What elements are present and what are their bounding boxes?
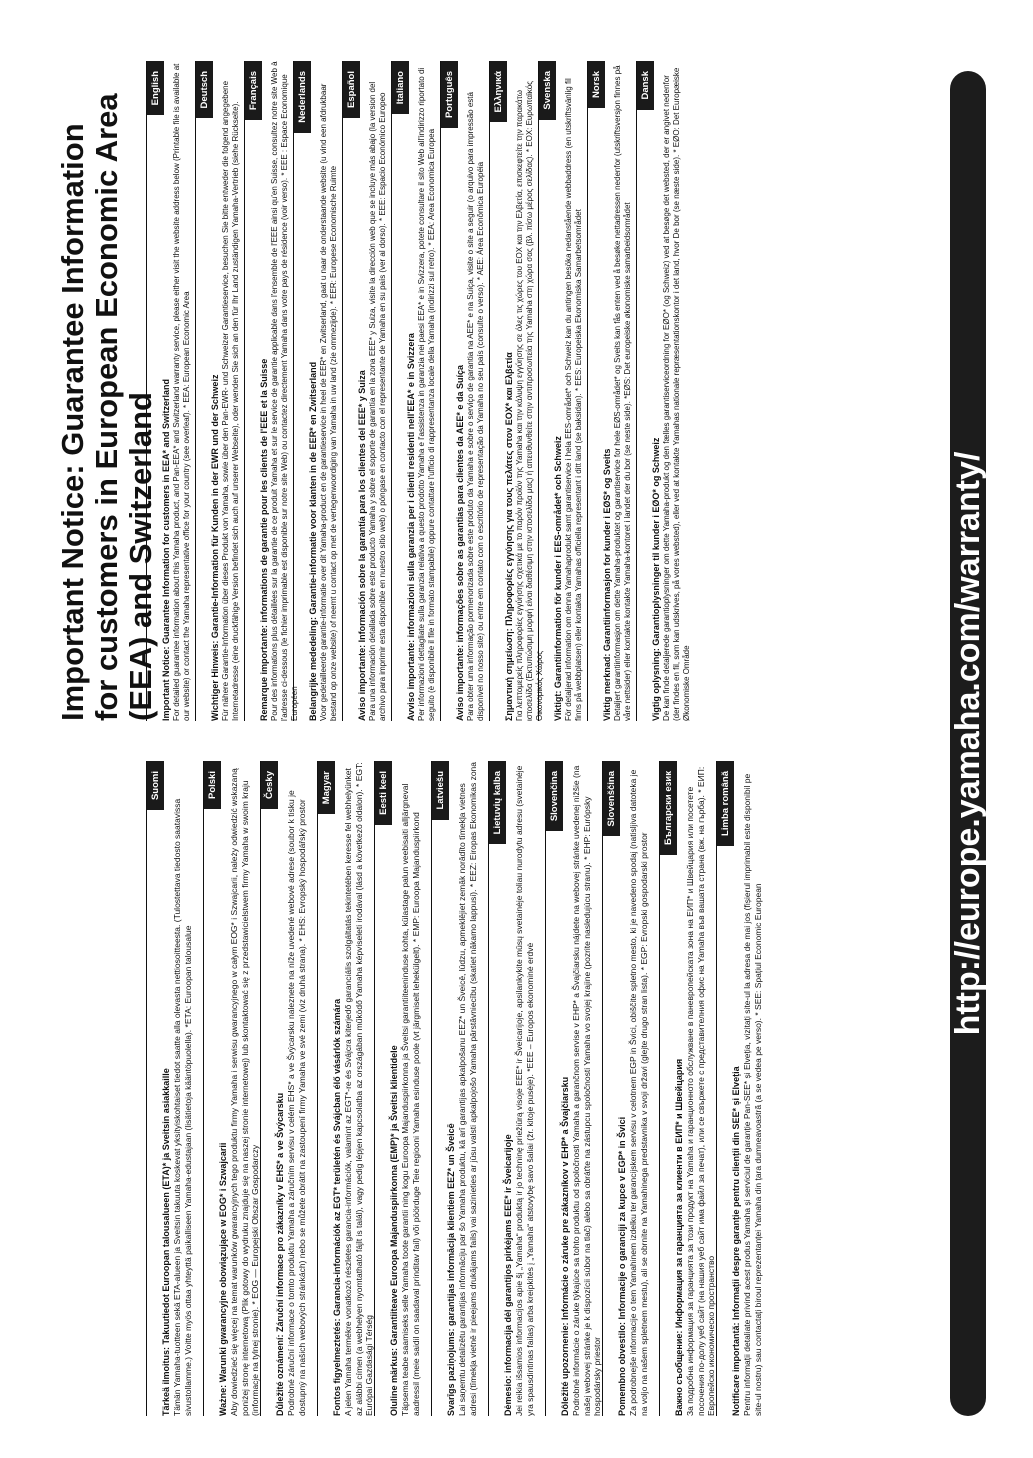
language-section: [317, 761, 374, 1416]
section-heading: Aviso importante: informações sobre as garantias para clientes da AEE* e da Suíça: [455, 365, 465, 721]
section-heading: Avviso importante: informazioni sulla garanzia per i clienti residenti nell'EEA* e in Svizzera: [406, 333, 416, 721]
language-label: Eesti keel: [375, 761, 392, 825]
section-body: Täpsema teabe saamiseks selle Yamaha toote garantii ning kogu Euroopa Majanduspiirkonna ja Šveitsi garantiiteeninduse kohta, külastage palun veebisaiti alljärgneval aadressil (meie saidil on saadaval prinditav fail) või pöörduge Teie regiooni Yamaha esinduse poole (vt järgmiselt lehekülgelt). * EMP: Euroopa Majanduspiirkond: [400, 783, 421, 1416]
section-heading: Wichtiger Hinweis: Garantie-Information für Kunden in der EWR und der Schweiz: [210, 374, 220, 721]
section-heading: Důležité oznámení: Záruční informace pro zákazníky v EHS* a ve Švýcarsku: [275, 1092, 285, 1416]
section-body: Za podrobnejše informacije o tem Yamahinem izdelku ter garancijskem servisu v celotnem EGP in Švici, obiščite spletno mesto, ki je navedeno spodaj (natisljiva datoteka je na voljo na našem spletnem mestu), ali se obrnite na Yamahinega predstavnika v svoji državi (glejte drugo stran lista). * EGP: Evropski gospodarski prostor: [628, 769, 649, 1416]
section-heading: Vigtig oplysning: Garantioplysninger til kunder i EØO* og Schweiz: [651, 437, 661, 721]
section-body: Para obter uma informação pormenorizada sobre este produto da Yamaha e sobre o serviço de garantia na AEE* e na Suíça, visite o site a seguir (o arquivo para impressão está disponível no nosso site) ou entre em contato com o escritório de representação da Yamaha no seu país (consulte o verso). * AEE: Área Econômica Européia: [466, 92, 485, 721]
language-section: [440, 61, 489, 721]
section-body: De kan finde detaljerede garantioplysninger om dette Yamaha-produkt og den fælles garantiserviceordning for EØO* (og Schweiz) ved at besøge det websted, der er angivet nedenfor (der findes en fil, som kan udskrives, på vores websted), eller ved at kontakte Yamahas nationale repræsentationskontor i det land, hvor De bor (se næste side). * EØO: Det Europæiske Økonomiske Område: [662, 67, 691, 721]
warranty-notice-sheet: [0, 26, 987, 1436]
section-body: Podrobné záruční informace o tomto produktu Yamaha a záručním servisu v celém EHS* a ve Švýcarsku naleznete na níže uvedené webové adrese (soubor k tisku je dostupný na našich webových stránkách) nebo se můžete obrátit na zastoupení firmy Yamaha ve své zemi (viz druhá strana). * EHS: Evropský hospodářský prostor: [286, 790, 307, 1416]
language-section: [538, 61, 587, 721]
section-body: A jelen Yamaha termékre vonatkozó részletes garancia-információk, valamint az EGT*-re és Svájcra kiterjedő garanciális szolgáltatás tekintetében keresse fel webhelyünket az alábbi címen (a webhelyen nyomtatható fájlt is talál), vagy pedig lépjen kapcsolatba az országában működő Yamaha képviseleti irodával (lásd a következő oldalon). * EGT: Európai Gazdasági Térség: [343, 762, 374, 1416]
language-section: [391, 61, 440, 721]
language-label: Français: [245, 61, 262, 120]
language-label: Български език: [660, 761, 677, 855]
language-label: Italiano: [392, 61, 409, 114]
section-heading: Viktigt: Garantiinformation för kunder i EES-området* och Schweiz: [553, 436, 563, 721]
language-section: [489, 61, 544, 721]
language-label: Svenska: [539, 61, 556, 120]
language-section: [203, 761, 260, 1416]
section-heading: Notificare importantă: Informații despre garanție pentru clienții din SEE* și Elveția: [731, 1066, 741, 1416]
warranty-url[interactable]: http://europe.yamaha.com/warranty/: [949, 451, 987, 1036]
language-section: [716, 761, 773, 1416]
section-heading: Remarque importante: informations de garantie pour les clients de l'EEE et la Suisse: [259, 358, 269, 721]
section-heading: Tärkeä ilmoitus: Takuutiedot Euroopan talousalueen (ETA)* ja Sveitsin asiakkaille: [161, 1068, 171, 1416]
language-label: Ελληνικά: [490, 61, 507, 122]
section-body: Pentru informații detaliate privind acest produs Yamaha și serviciul de garanție Pan-SEE* și Elveția, vizitați site-ul la adresa de mai jos (fișierul imprimabil este disponibil pe site-ul nostru) sau contactați biroul reprezentanței Yamaha din țara dumneavoastră (a se vedea pe verso). * SEE: Spațiul Economic European: [742, 773, 763, 1416]
title-line: (EEA) and Switzerland: [123, 392, 158, 721]
language-section: [342, 61, 391, 721]
language-label: Česky: [261, 761, 278, 809]
section-body: Podrobné informácie o záruke týkajúce sa tohto produktu od spoločnosti Yamaha a garančnom servise v EHP* a Švajčiarsku nájdete na webovej stránke uvedenej nižšie (na našej webovej stránke je k dispozícii súbor na tlač) alebo sa obráťte na zástupcu spoločnosti Yamaha vo svojej krajine (pozrite nasledujúcu stranu). * EHP: Európsky hospodársky priestor: [571, 765, 602, 1416]
section-body: За подробна информация за гаранцията за този продукт на Yamaha и гаранционното обслужване в паневропейската зона на ЕИП* и Швейцария или посетете посочения по-долу уеб сайт (на нашия уеб сайт има файл за печат), или се свържете с представителния офис на Yamaha във вашата страна (вж. на гърба). * ЕИП: Европейско икономическо пространство: [685, 766, 716, 1416]
section-heading: Dôležité upozornenie: Informácie o záruke pre zákazníkov v EHP* a Švajčiarsku: [560, 1076, 570, 1416]
section-heading: Aviso importante: Información sobre la garantía para los clientes del EEE* y Suiza: [357, 370, 367, 721]
language-label: Lietuvių kalba: [489, 761, 506, 844]
language-section: [374, 761, 431, 1416]
language-label: Suomi: [147, 761, 164, 810]
language-label: Español: [343, 61, 360, 118]
title-line: Important Notice: Guarantee Information: [55, 123, 90, 721]
section-heading: Important Notice: Guarantee Information for customers in EEA* and Switzerland: [161, 378, 171, 721]
section-body: Pour des informations plus détaillées sur la garantie de ce produit Yamaha et sur le service de garantie applicable dans l'ensemble de l'EEE ainsi qu'en Suisse, consultez notre site Web à l'adresse ci-dessous (le fichier imprimable est disponible sur notre site Web) ou contactez directement Yamaha dans votre pays de résidence (voir verso). * EEE : Espace Economique Européen: [270, 61, 299, 721]
section-heading: Важно съобщение: Информация за гаранцията за клиенти в ЕИП* и Швейцария: [674, 1058, 684, 1416]
language-label: Dansk: [637, 61, 654, 110]
section-body: Detaljert garantiinformasjon om dette Yamaha-produktet og garantiservice for hele EØS-området* og Sveits kan fås enten ved å besøke nettadressen nedenfor (utskriftsversjon finnes på våre nettsider) eller kontakte kontakte Yamaha-kontoret i landet der du bor (se neste side). *EØS: Det europeiske økonomiske samarbeidsområdet: [613, 65, 632, 721]
language-section: [244, 61, 299, 721]
right-column: [146, 761, 948, 1416]
language-label: English: [147, 61, 164, 115]
language-section: [488, 761, 545, 1416]
section-body: Για λεπτομερείς πληροφορίες εγγύησης σχετικά με το παρόν προϊόν της Yamaha και την κάλυψη εγγύησης σε όλες τις χώρες του ΕΟΧ και την Ελβετία, επισκεφτείτε την παρακάτω ιστοσελίδα (Εκτυπώσιμη μορφή είναι διαθέσιμη στην ιστοσελίδα μας) ή απευθυνθείτε στην αντιπροσωπεία της Yamaha στη χώρα σας (βλ. πίσω μέρος σελίδας). * ΕΟΧ: Ευρωπαϊκός Οικονομικός Χώρος: [515, 80, 544, 721]
section-body: Für nähere Garantie-Information über dieses Produkt von Yamaha, sowie über den Pan-EWR- und Schweizer Garantieservice, besuchen Sie bitte entweder die folgend angegebene Internetadresse (eine druckfähige Version befindet sich auch auf unserer Webseite), oder wenden Sie sich an den für Ihr Land zuständigen Yamaha-Vertrieb (siehe Rückseite).: [221, 80, 240, 721]
section-body: Lai saņemtu detalizētu garantijas informāciju par šo Yamaha produktu, kā arī garantijas apkalpošanu EEZ* un Šveicē, lūdzu, apmeklējiet zemāk norādīto tīmekļa vietnes adresi (tīmekļa vietnē ir pieejams drukājams fails) vai sazinieties ar jūsu valsti apkalpojošo Yamaha pārstāvniecību (skatiet nākamo lappusi). * EEZ: Eiropas Ekonomikas zona: [457, 761, 478, 1416]
language-section: [195, 61, 244, 721]
section-heading: Σημαντική σημείωση: Πληροφορίες εγγύησης για τους πελάτες στον ΕΟΧ* και Ελβετία: [504, 352, 514, 721]
language-section: [146, 61, 195, 721]
language-section: [293, 61, 342, 721]
url-banner: [950, 71, 986, 1416]
section-heading: Pomembno obvestilo: Informacije o garanciji za kupce v EGP* in Švici: [617, 1116, 627, 1416]
language-section: [636, 61, 691, 721]
language-label: Latviešu: [432, 761, 449, 820]
section-body: För detaljerad information om denna Yamahaprodukt samt garantiservice i hela EES-området* och Schweiz kan du antingen besöka nedanstående webbaddress (en utskriftsvänlig fil finns på webbplatsen) eller kontakta Yamahas officiella representant i ditt land (se baksidan). * EES: Europeiska Ekonomiska Samarbetsområdet: [564, 78, 583, 721]
language-label: Slovenščina: [603, 761, 620, 836]
section-heading: Fontos figyelmeztetés: Garancia-információk az EGT* területén és Svájcban élő vásárlók számára: [332, 998, 342, 1416]
section-body: For detailed guarantee information about this Yamaha product, and Pan-EEA* and Switzerland warranty service, please either visit the website address below (Printable file is available at our website) or contact the Yamaha representative office for your country (see overleaf). * EEA: European Economic Area: [172, 63, 191, 721]
language-section: [659, 761, 716, 1416]
language-section: [431, 761, 488, 1416]
section-heading: Svarīgs paziņojums: garantijas informācija klientiem EEZ* un Šveicē: [446, 1123, 456, 1416]
language-section: [260, 761, 317, 1416]
section-body: Per informazioni dettagliate sulla garanzia relativa a questo prodotto Yamaha e l'assistenza in garanzia nei paesi EEA* e in Svizzera, potete consultare il sito Web all'indirizzo riportato di seguito (è disponibile il file in formato stampabile) oppure contattare l'ufficio di rappresentanza locale della Yamaha (indirizzi sul retro). * EEA: Area Economica Europea: [417, 67, 436, 721]
language-label: Norsk: [588, 61, 605, 108]
language-label: Magyar: [318, 761, 335, 814]
language-section: [587, 61, 636, 721]
language-section: [545, 761, 602, 1416]
left-column: [146, 61, 796, 721]
section-heading: Ważne: Warunki gwarancyjne obowiązujące w EOG* i Szwajcarii: [218, 1142, 228, 1416]
language-section: [602, 761, 659, 1416]
language-label: Slovenčina: [546, 761, 563, 831]
language-section: [146, 761, 203, 1416]
section-heading: Viktig merknad: Garantiinformasjon for kunder i EØS* og Sveits: [602, 448, 612, 721]
section-body: Para una información detallada sobre este producto Yamaha y sobre el soporte de garantía en la zona EEE* y Suiza, visite la dirección web que se incluye más abajo (la version del archivo para imprimir esta disponible en nuestro sitio web) o póngase en contacto con el representante de Yamaha en su país (ver al dorso). * EEE: Espacio Económico Europeo: [368, 81, 387, 721]
section-heading: Oluline märkus: Garantiiteave Euroopa Majanduspiirkonna (EMP)* ja Šveitsi klientidele: [389, 1045, 399, 1416]
language-label: Nederlands: [294, 61, 311, 133]
section-body: Aby dowiedzieć się więcej na temat warunków gwarancyjnych tego produktu firmy Yamaha i serwisu gwarancyjnego w całym EOG* i Szwajcarii, należy odwiedzić wskazaną poniżej stronę internetową (Plik gotowy do wydruku znajduje się na naszej stronie internetowej) lub skontaktować się z przedstawicielstwem firmy Yamaha w swoim kraju (informacje na tylnej stronie). * EOG — Europejski Obszar Gospodarczy: [229, 768, 260, 1416]
language-label: Deutsch: [196, 61, 213, 118]
title-line: for customers in European Economic Area: [89, 93, 124, 721]
section-heading: Dėmesio: informacija dėl garantijos pirkėjams EEE* ir Šveicarijoje: [503, 1134, 513, 1416]
page-title: [56, 61, 158, 721]
language-label: Limba română: [717, 761, 734, 846]
section-body: Jei reikia išsamios informacijos apie šį „Yamaha“ produktą ir jo techninę priežiūrą visoje EEE* ir Šveicarijoje, apsilankykite mūsų svetainėje toliau nurodytu adresu (svetainėje yra spausdintinas failas) arba kreipkitės į „Yamaha“ atstovybę savo šaliai (žr. kitoje pusėje). *EEE – Europos ekonominė erdvė: [514, 765, 535, 1416]
language-label: Polski: [204, 761, 221, 809]
section-body: Tämän Yamaha-tuotteen sekä ETA-alueen ja Sveitsin takuuta koskevat yksityiskohtaiset tiedot saatte alla olevasta nettiosoitteesta. (Tulostettava tiedosto saatavissa sivustollamme.) Voitte myös ottaa yhteyttä paikalliseen Yamaha-edustajaan (lisätietoja kääntöpuolella). *ETA: Euroopan talousalue: [172, 798, 193, 1416]
language-label: Português: [441, 61, 458, 128]
section-heading: Belangrijke mededeling: Garantie-informatie voor klanten in de EER* en Zwitserland: [308, 361, 318, 721]
section-body: Voor gedetailleerde garantie-informatie over dit Yamaha-product en de garantieservice in heel de EER* en Zwitserland, gaat u naar de onderstaande website (u vind een afdrukbaar bestand op onze website) of neemt u contact op met de vertegenwoordiging van Yamaha in uw land (zie ommezijde). * EER: Europese Economische Ruimte: [319, 83, 338, 721]
